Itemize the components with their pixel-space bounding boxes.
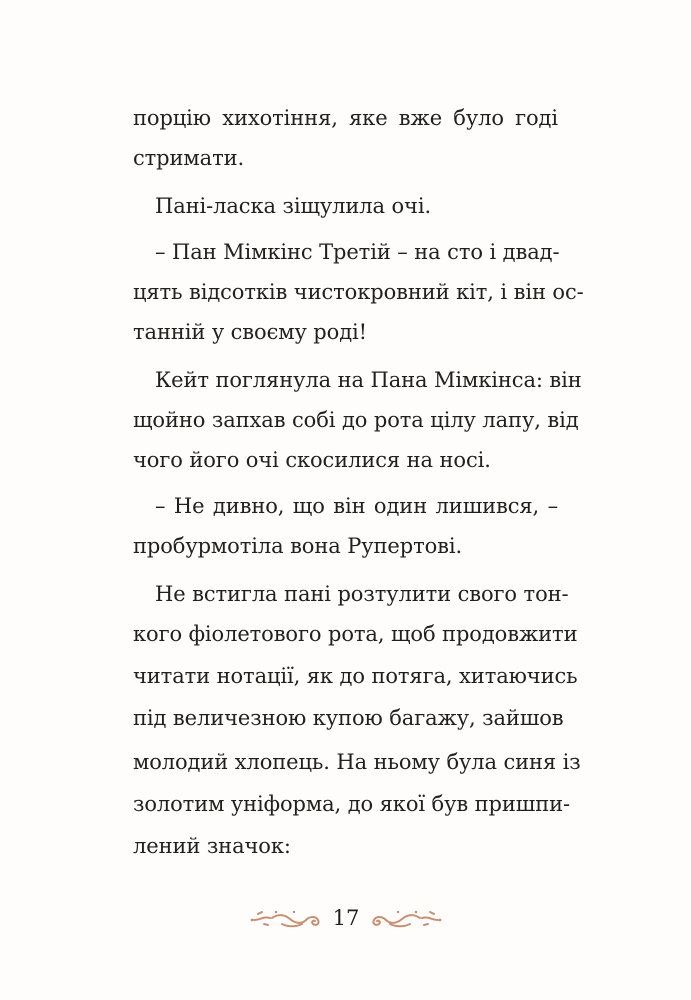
text-line: золотим уніформа, до якої був пришпи-: [133, 792, 571, 816]
page-number: 17: [332, 906, 360, 930]
text-line: порцію хихотіння, яке вже було годі: [133, 106, 558, 130]
text-line: Кейт поглянула на Пана Мімкінса: він: [155, 368, 582, 392]
text-line: танній у своєму роді!: [133, 320, 367, 344]
text-line: чого його очі скосилися на носі.: [133, 448, 491, 472]
text-line: цять відсотків чистокровний кіт, і він ос-: [133, 280, 584, 304]
text-line: щойно запхав собі до рота цілу лапу, від: [133, 408, 579, 432]
text-line: – Не дивно, що він один лишився, –: [155, 494, 558, 518]
page-footer: [0, 896, 691, 942]
text-line: лений значок:: [133, 834, 291, 858]
text-line: молодий хлопець. На ньому була синя із: [133, 750, 581, 774]
text-line: пробурмотіла вона Рупертові.: [133, 534, 463, 558]
text-line: – Пан Мімкінс Третій – на сто і двад-: [155, 240, 560, 264]
text-line: під величезною купою багажу, зайшов: [133, 706, 564, 730]
text-line: читати нотації, як до потяга, хитаючись: [133, 664, 578, 688]
flourish-ornament-icon: [364, 902, 442, 934]
text-line: стримати.: [133, 146, 245, 170]
text-line: Не встигла пані розтулити свого тон-: [155, 582, 569, 606]
flourish-ornament-icon: [250, 902, 328, 934]
text-line: кого фіолетового рота, щоб продовжити: [133, 622, 578, 646]
text-line: Пані-ласка зіщулила очі.: [155, 194, 432, 218]
